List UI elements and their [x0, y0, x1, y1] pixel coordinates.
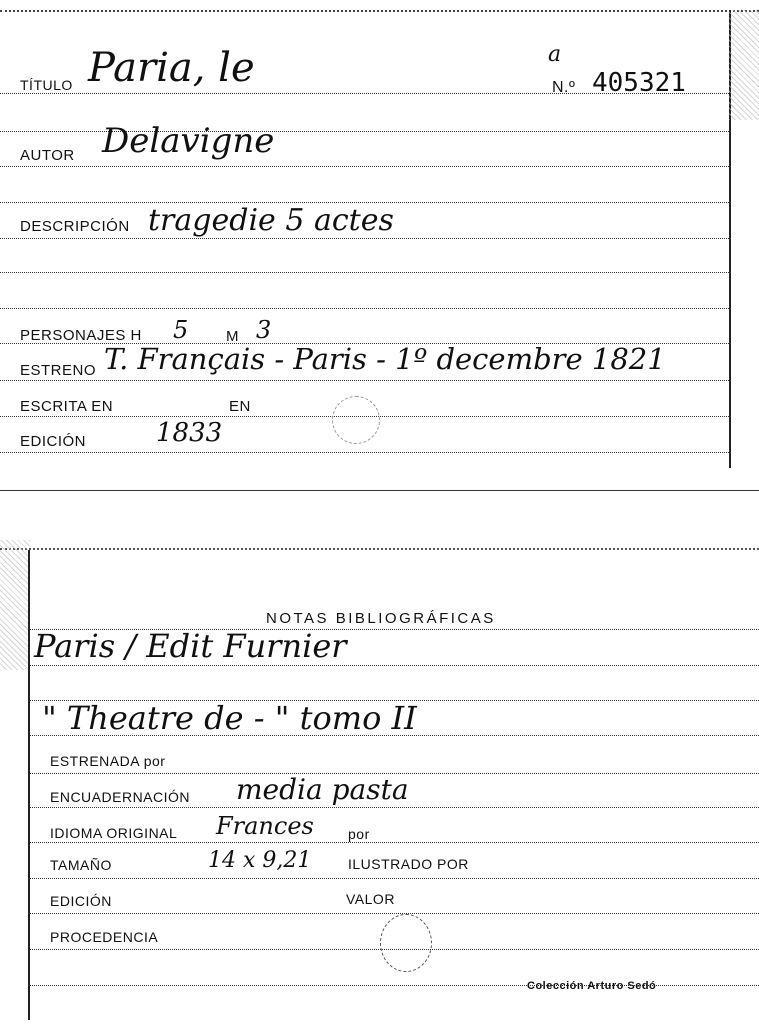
- rule: [0, 452, 731, 453]
- encuadernacion-value: media pasta: [236, 773, 409, 806]
- note-line-1: Paris / Edit Furnier: [34, 627, 347, 665]
- numero-label: N.º: [552, 79, 576, 96]
- personajes-m-value: 3: [256, 316, 272, 344]
- ilustrado-label: ILUSTRADO POR: [348, 856, 469, 872]
- personajes-h-label: PERSONAJES H: [20, 327, 142, 344]
- valor-label: VALOR: [346, 891, 395, 907]
- idioma-label: IDIOMA ORIGINAL: [50, 825, 178, 841]
- titulo-label: TÍTULO: [20, 77, 73, 93]
- rule: [30, 842, 759, 843]
- stamp-circle: [332, 396, 380, 444]
- scan-noise: [729, 10, 759, 120]
- estrenada-label: ESTRENADA por: [50, 753, 166, 769]
- note-line-2: " Theatre de - " tomo II: [42, 699, 417, 737]
- rule: [0, 272, 731, 273]
- rule: [0, 308, 731, 309]
- estreno-value: T. Français - Paris - 1º decembre 1821: [104, 342, 666, 376]
- catalog-card-front: [0, 0, 759, 500]
- encuadernacion-label: ENCUADERNACIÓN: [50, 789, 191, 805]
- idioma-value: Frances: [216, 812, 314, 840]
- scan-noise: [0, 540, 30, 670]
- descripcion-value: tragedie 5 actes: [148, 203, 394, 238]
- escrita-en-label: ESCRITA EN: [20, 398, 114, 415]
- por-label: por: [348, 826, 370, 842]
- tamano-value: 14 x 9,21: [208, 848, 312, 873]
- rule: [30, 807, 759, 808]
- autor-label: AUTOR: [20, 147, 75, 164]
- estreno-label: ESTRENO: [20, 362, 97, 379]
- autor-value: Delavigne: [102, 121, 275, 161]
- edicion-value: 1833: [156, 418, 223, 448]
- catalog-card-back: [0, 540, 759, 1028]
- catalog-number: 405321: [592, 68, 686, 98]
- rule: [30, 878, 759, 879]
- rule: [0, 166, 731, 167]
- rule: [30, 665, 759, 666]
- rule: [30, 913, 759, 914]
- card-top-edge: [0, 10, 759, 15]
- edicion-label: EDICIÓN: [20, 433, 87, 450]
- en-label: EN: [229, 398, 251, 415]
- rule: [0, 238, 731, 239]
- titulo-value: Paria, le: [88, 45, 255, 91]
- descripcion-label: DESCRIPCIÓN: [20, 218, 130, 235]
- collection-footer: Colección Arturo Sedó: [527, 980, 657, 992]
- tamano-label: TAMAÑO: [50, 857, 112, 873]
- personajes-m-label: M: [226, 328, 239, 345]
- notas-heading: NOTAS BIBLIOGRÁFICAS: [266, 610, 496, 627]
- edicion-label-bottom: EDICIÓN: [50, 893, 112, 909]
- rule: [0, 380, 731, 381]
- stamp-circle: [380, 914, 432, 972]
- procedencia-label: PROCEDENCIA: [50, 929, 159, 945]
- card-separator: [0, 490, 759, 491]
- catalog-letter: a: [548, 42, 562, 67]
- personajes-h-value: 5: [173, 316, 189, 344]
- card-top-edge: [0, 548, 759, 553]
